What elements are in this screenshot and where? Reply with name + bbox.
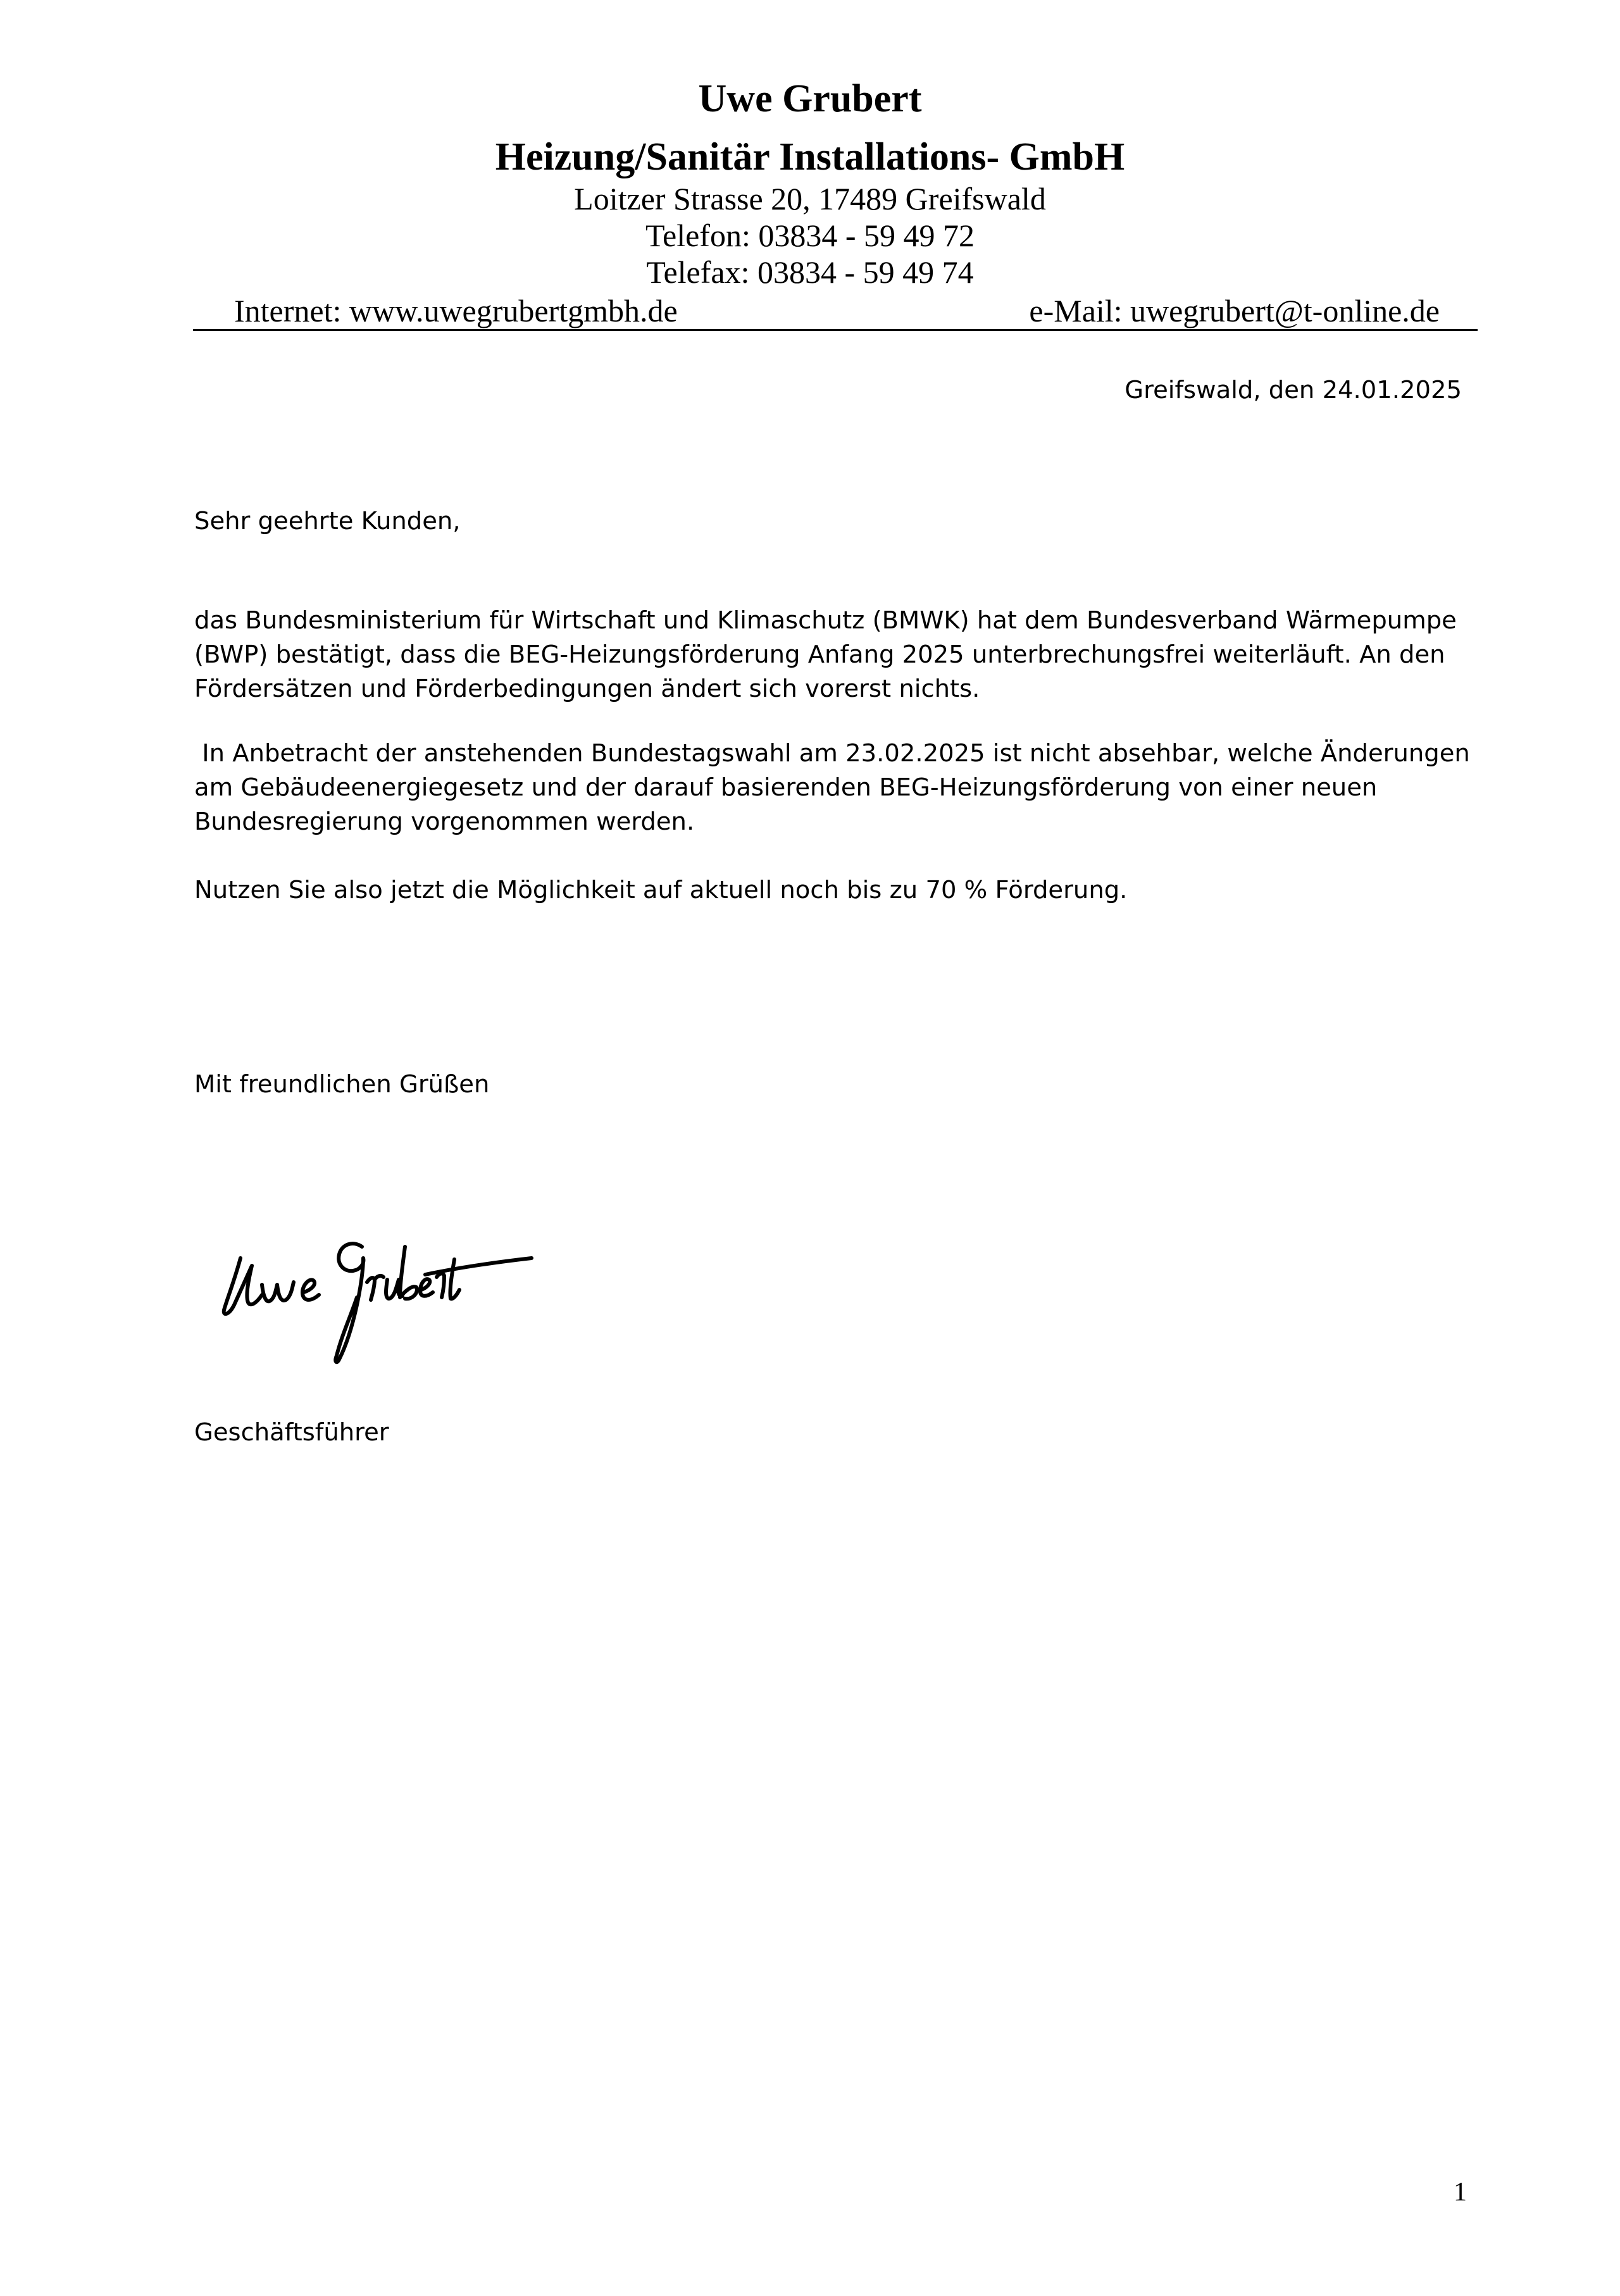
closing: Mit freundlichen Grüßen — [194, 1070, 490, 1099]
company-email: e-Mail: uwegrubert@t-online.de — [1029, 293, 1440, 328]
signer-role: Geschäftsführer — [194, 1418, 389, 1447]
header-divider — [193, 329, 1478, 331]
paragraph-2: In Anbetracht der anstehenden Bundestagswahl am 23.02.2025 ist nicht absehbar, welche Änderungen am Gebäudeenergiegesetz und der darauf basierenden BEG-Heizungsförderung von einer neuen Bundesregierung vorgenommen werden. — [194, 739, 1478, 836]
paragraph-3: Nutzen Sie also jetzt die Möglichkeit auf aktuell noch bis zu 70 % Förderung. — [194, 876, 1128, 904]
company-phone: Telefon: 03834 - 59 49 72 — [645, 218, 975, 253]
company-name: Heizung/Sanitär Installations- GmbH — [495, 135, 1125, 178]
handwritten-signature — [215, 1221, 557, 1386]
company-fax: Telefax: 03834 - 59 49 74 — [646, 254, 974, 290]
letter-date: Greifswald, den 24.01.2025 — [1125, 376, 1462, 404]
paragraph-1: das Bundesministerium für Wirtschaft und Klimaschutz (BMWK) hat dem Bundesverband Wärmepumpe (BWP) bestätigt, dass die BEG-Heizungsförderung Anfang 2025 unterbrechungsfrei weiterläuft. An den Fördersätzen und Förderbedingungen ändert sich vorerst nichts. — [194, 606, 1457, 703]
salutation: Sehr geehrte Kunden, — [194, 507, 461, 535]
owner-name: Uwe Grubert — [698, 77, 922, 120]
company-website: Internet: www.uwegrubertgmbh.de — [234, 293, 678, 328]
company-address: Loitzer Strasse 20, 17489 Greifswald — [574, 181, 1046, 216]
page-number: 1 — [1454, 2178, 1467, 2207]
